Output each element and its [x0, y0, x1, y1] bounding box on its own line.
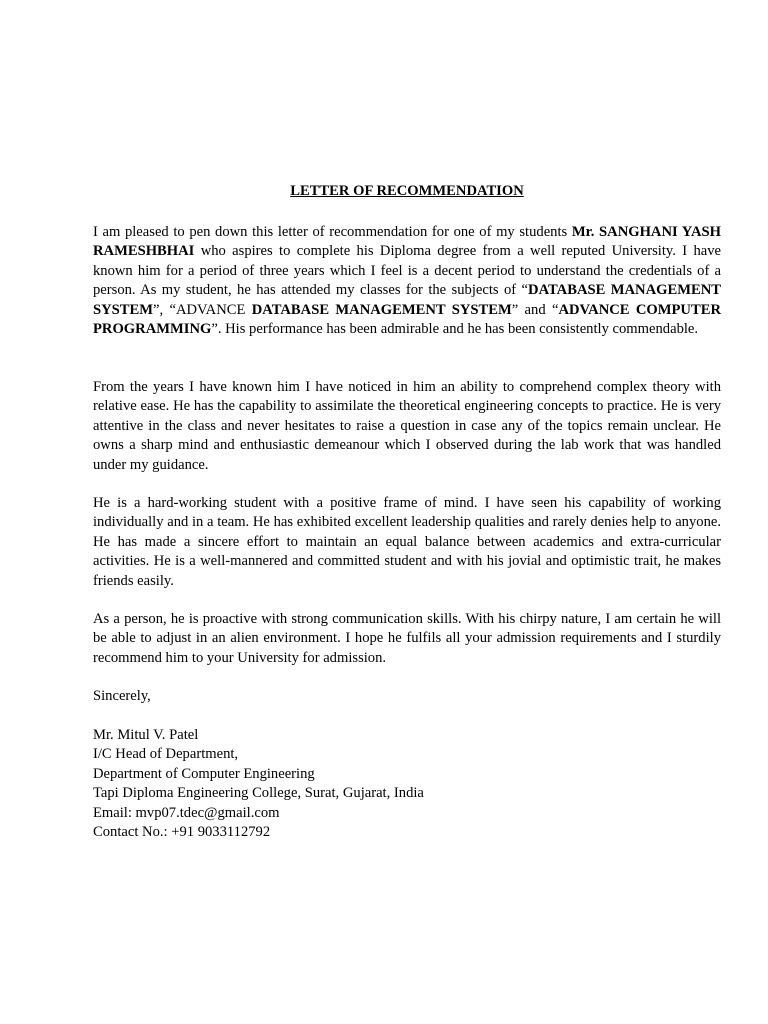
signature-block [93, 726, 424, 842]
paragraph-academic-ability: From the years I have known him I have noticed in him an ability to comprehend complex theory with relative ease. He has the capability to assimilate the theoretical engineering concepts to practice. He is very attentive in the class and never hesitates to raise a question in case any of the topics remain unclear. He owns a sharp mind and enthusiastic demeanour which I observed during the lab work that was handled under my guidance. [93, 379, 721, 473]
signatory-department: Department of Computer Engineering [93, 765, 315, 782]
subject-advance-dbms: DATABASE MANAGEMENT SYSTEM [251, 301, 512, 318]
intro-text-4: ” and “ [511, 301, 559, 318]
signatory-contact: Contact No.: +91 9033112792 [93, 824, 271, 841]
signatory-email: Email: mvp07.tdec@gmail.com [93, 804, 280, 821]
intro-text-3: ”, “ADVANCE [153, 301, 252, 318]
student-name: Mr. SANGHANI YASH RAMESHBHAI [93, 224, 721, 260]
intro-text-1: I am pleased to pen down this letter of recommendation for one of my students [93, 224, 572, 240]
paragraph-character: He is a hard-working student with a positive frame of mind. I have seen his capability of working individually and in a team. He has exhibited excellent leadership qualities and rarely denies help to anyone. He has made a sincere effort to maintain an equal balance between academics and extra-curricular activities. He is a well-mannered and committed student and with his jovial and optimistic trait, he makes friends easily. [93, 495, 721, 589]
letter-title: LETTER OF RECOMMENDATION [290, 183, 524, 199]
signatory-name: Mr. Mitul V. Patel [93, 727, 199, 743]
signatory-designation: I/C Head of Department, [93, 746, 239, 763]
subject-advance-programming: ADVANCE COMPUTER PROGRAMMING [93, 301, 721, 338]
signatory-college: Tapi Diploma Engineering College, Surat, Gujarat, India [93, 785, 424, 802]
subject-dbms: DATABASE MANAGEMENT SYSTEM [93, 282, 722, 318]
intro-text-5: ”. His performance has been admirable and he has been consistently commendable. [211, 321, 699, 338]
paragraph-introduction [93, 223, 721, 339]
intro-text-2: who aspires to complete his Diploma degree from a well reputed University. I have known him for a period of three years which I feel is a decent period to understand the credentials of a person. As my student, he has attended my classes for the subjects of “ [93, 243, 721, 299]
paragraph-recommendation: As a person, he is proactive with strong communication skills. With his chirpy nature, I am certain he will be able to adjust in an alien environment. I hope he fulfils all your admission requirements and I sturdily recommend him to your University for admission. [93, 611, 721, 666]
closing-salutation: Sincerely, [93, 688, 151, 704]
